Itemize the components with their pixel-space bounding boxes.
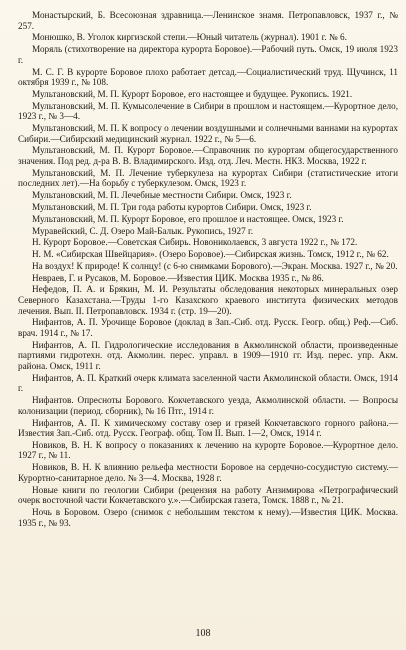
bibliography-entry: М. С. Г. В курорте Боровое плохо работает детсад.—Социалистический труд. Щучинск, 11 октября 1939 г., № 108. [18,66,398,88]
bibliography-entry: Н. М. «Сибирская Швейцария». (Озеро Боровое).—Сибирская жизнь. Томск, 1912 г., № 62. [32,249,389,260]
bibliography-entry: Новиков, В. Н. К вопросу о показаниях к лечению на курорте Боровое.—Курортное дело. 1927 г., № 11. [18,439,398,461]
bibliography-list [18,10,398,529]
page-number: 108 [195,628,211,639]
bibliography-entry: Мультановский, М. П. Лечение туберкулеза на курортах Сибири (статистические итоги последних лет).—На борьбу с туберкулезом. Омск, 1923 г. [18,167,398,189]
bibliography-entry: Нифантов, А. П. Гидрологические исследования в Акмолинской области, произведенные партиями гидротехн. отд. Акмолин. перес. управл. в 1909—1910 гг. Изд. перес. упр. Акм. района. Омск, 1911 г. [18,339,398,371]
bibliography-entry: Мультановский, М. П. К вопросу о лечении воздушными и солнечными ваннами на курортах Сибири.—Сибирский медицинский журнал. 1922 г., № 5—6. [18,123,398,144]
bibliography-entry: Нифантов, А. П. К химическому составу озер и грязей Кокчетавского горного района.—Известия Зап.-Сиб. отд. Русск. Географ. общ. Том II. Вып. 1—2, Омск, 1914 г. [18,417,398,439]
bibliography-entry: Нифантов. Опресноты Борового. Кокчетавского уезда, Акмолинской области. — Вопросы колонизации (период. сборник), № 16 Птг., 1914 г. [18,395,398,416]
bibliography-entry: Н. Курорт Боровое.—Советская Сибирь. Новониколаевск, 3 августа 1922 г., № 172. [32,237,358,248]
bibliography-entry: Новиков, В. Н. К влиянию рельефа местности Боровое на сердечно-сосудистую систему.—Курортно-санитарное дело. № 3—4. Москва, 1928 г. [18,462,398,483]
bibliography-entry: Монюшко, В. Уголок киргизской степи.—Юный читатель (журнал). 1901 г. № 6. [32,32,347,43]
bibliography-entry: Новые книги по геологии Сибири (рецензия на работу Анзимирова «Петрографический очерк восточной части Кокчетавского у.».—Сибирская газета, Томск. 1888 г., № 21. [18,484,398,506]
bibliography-entry: Невраев, Г. и Русаков, М. Боровое.—Известия ЦИК. Москва 1935 г., № 86. [32,272,324,283]
bibliography-entry: Мультановский, М. П. Кумысолечение в Сибири в прошлом и настоящем.—Курортное дело, 1923 г., № 3—4. [18,100,398,122]
bibliography-entry: Мультановский, М. П. Лечебные местности Сибири. Омск, 1923 г. [32,190,292,201]
bibliography-entry: Моряль (стихотворение на директора курорта Боровое).—Рабочий путь. Омск, 19 июля 1923 г. [18,44,398,65]
bibliography-entry: Ночь в Боровом. Озеро (снимок с небольшим текстом к нему).—Известия ЦИК. Москва. 1935 г., № 93. [18,507,398,528]
bibliography-entry: Нефедов, П. А. и Брякин, М. И. Результаты обследования некоторых минеральных озер Северного Казахстана.—Труды 1-го Казахского краевого института физических методов лечения. Вып. II. Петропавловск. 1934 г. (стр. 19—20). [18,284,398,316]
bibliography-entry: Мультановский, М. П. Курорт Боровое.—Справочник по курортам общегосударственного значения. Под ред. д-ра В. В. Владимирского. Изд. отд. Леч. Местн. НКЗ. Москва, 1922 г. [18,145,398,167]
bibliography-entry: Монастырский, Б. Всесоюзная здравница.—Ленинское знамя. Петропавловск, 1937 г., № 257. [18,10,398,31]
bibliography-entry: Муравейский, С. Д. Озеро Май-Балык. Рукопись, 1927 г. [32,225,254,236]
bibliography-entry: Мультановский, М. П. Курорт Боровое, его настоящее и будущее. Рукопись. 1921. [32,88,353,99]
bibliography-entry: Мультановский, М. П. Курорт Боровое, его прошлое и настоящее. Омск, 1923 г. [32,213,344,224]
bibliography-entry: Нифантов, А. П. Урочище Боровое (доклад в Зап.-Сиб. отд. Русск. Геогр. общ.) Реф.—Сиб. врач. 1914 г., № 17. [18,317,398,338]
bibliography-entry: Нифантов, А. П. Краткий очерк климата заселенной части Акмолинской области. Омск, 1914 г. [18,372,398,394]
bibliography-entry: На воздух! К природе! К солнцу! (с 6-ю снимками Борового).—Экран. Москва. 1927 г., № 20. [32,260,398,271]
bibliography-entry: Мультановский, М. П. Три года работы курортов Сибири. Омск, 1923 г. [32,201,312,212]
